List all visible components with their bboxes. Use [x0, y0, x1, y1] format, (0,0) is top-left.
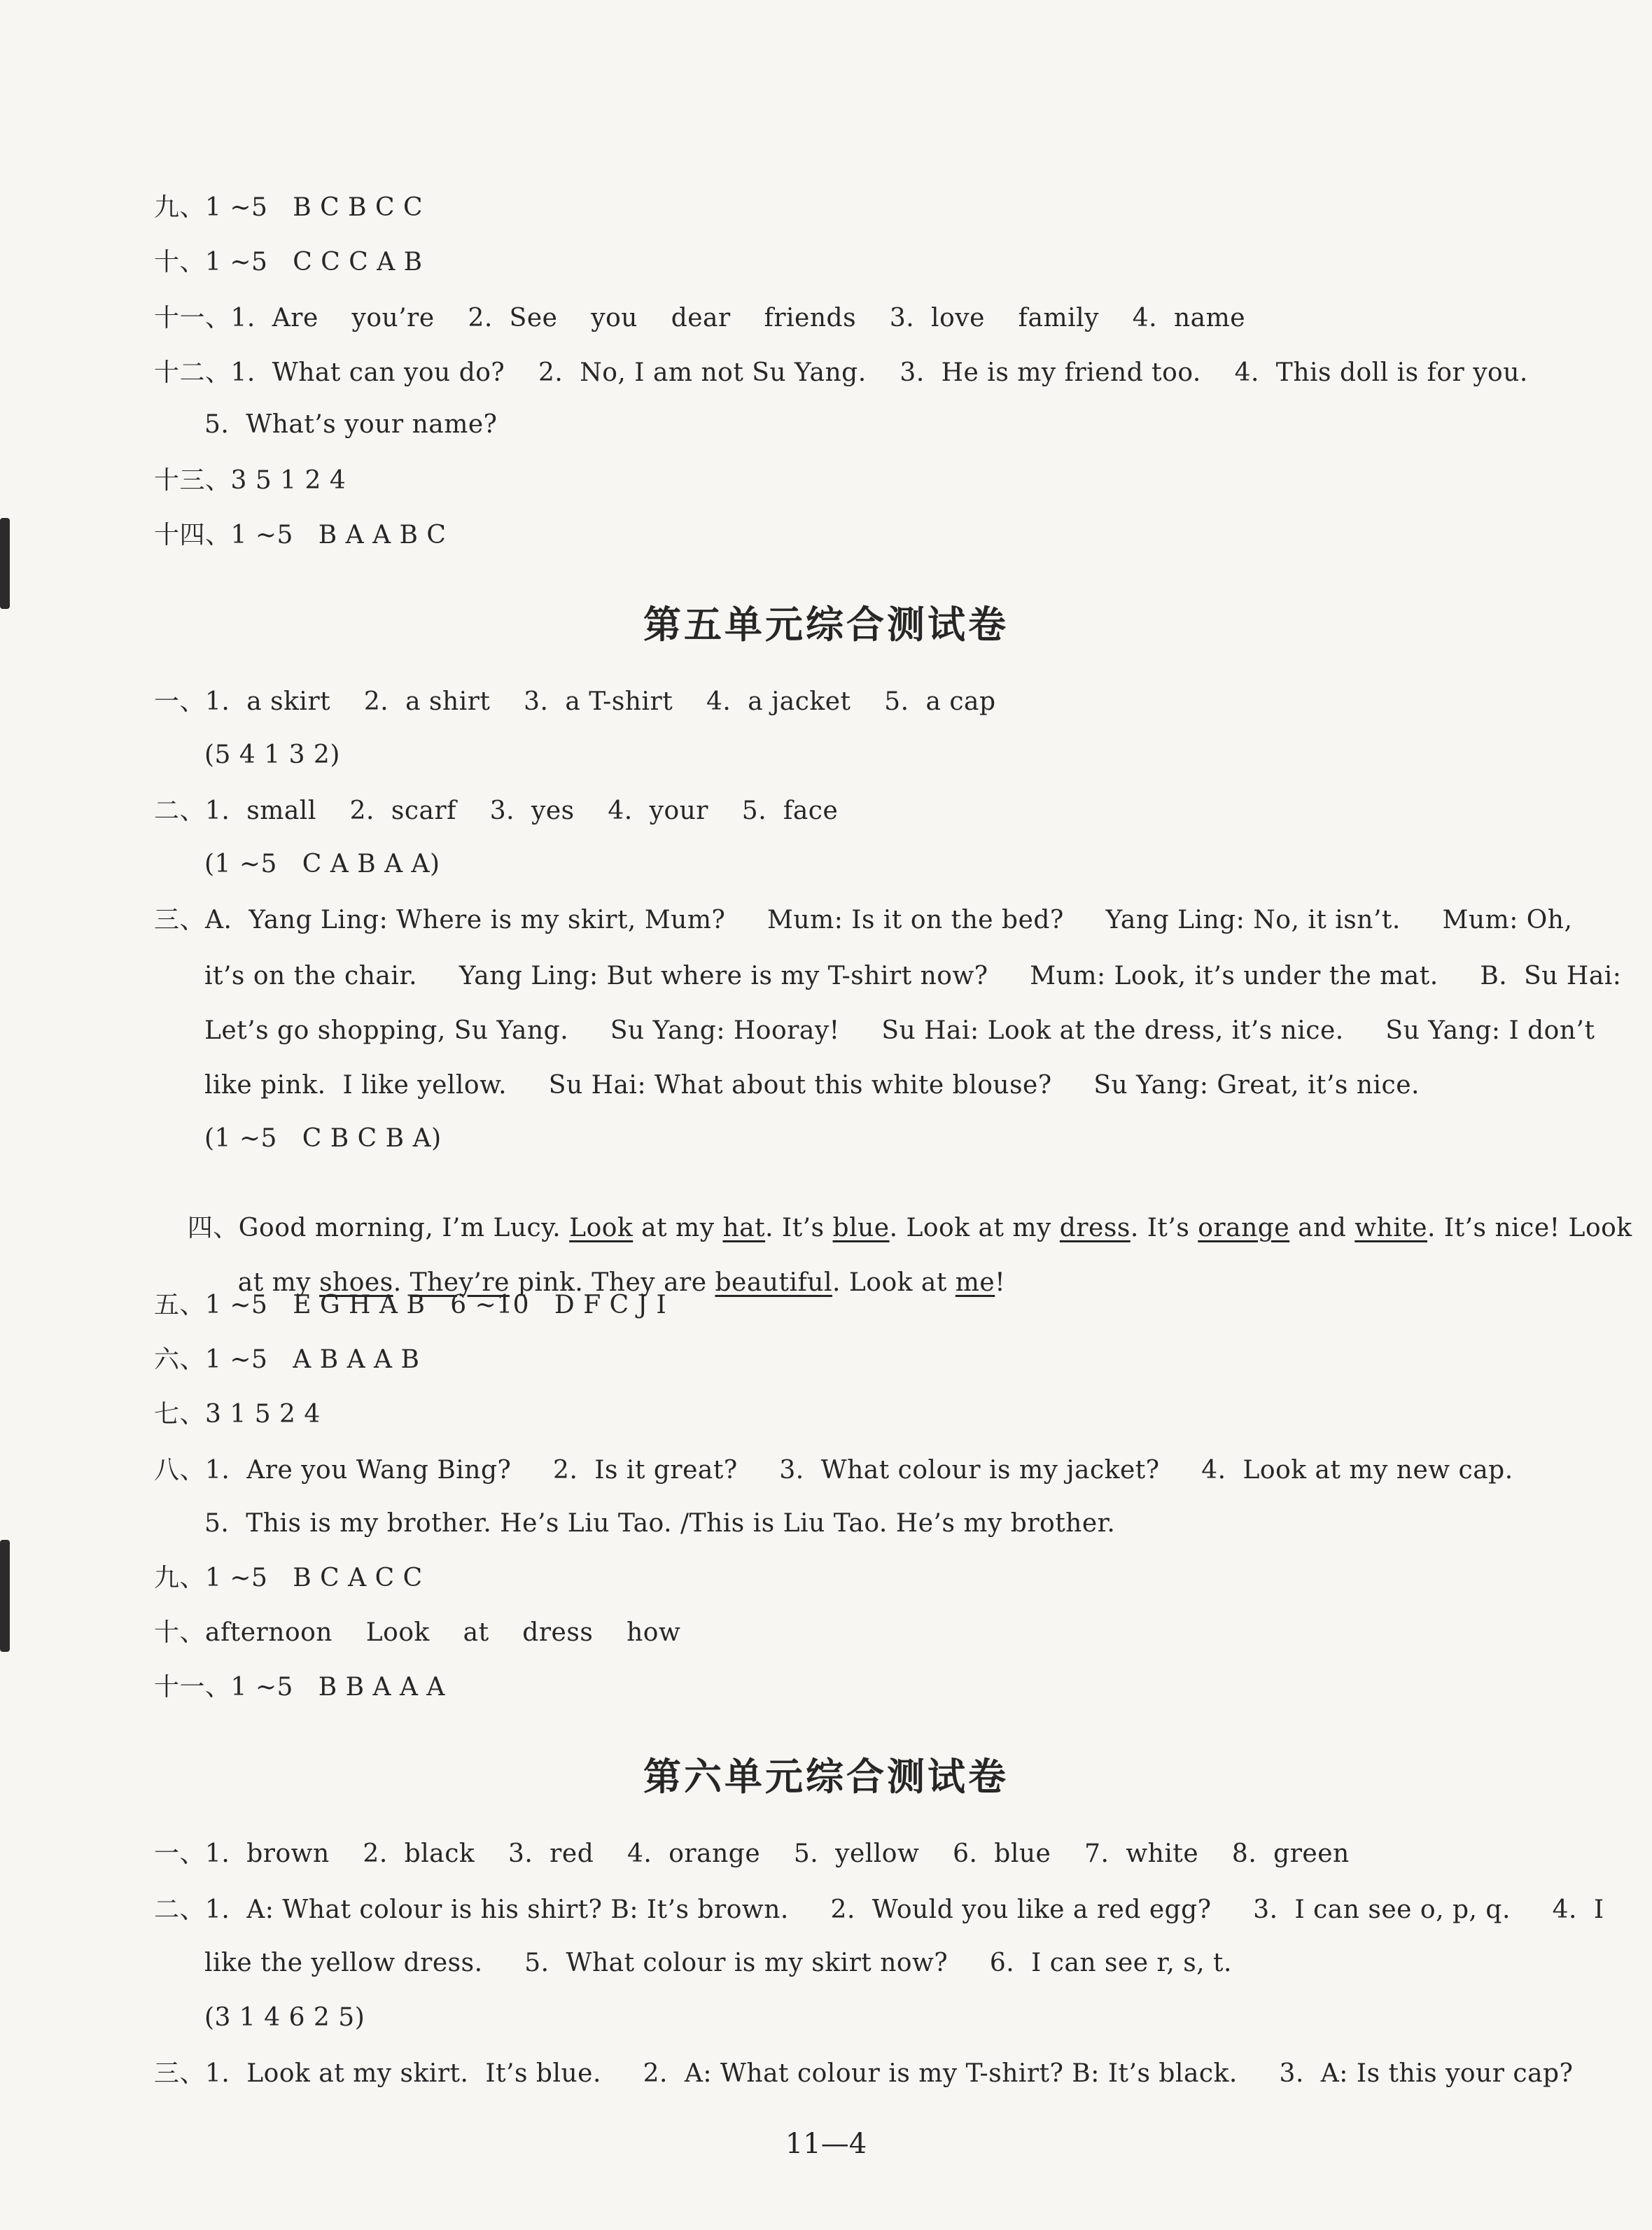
answer-line: like the yellow dress. 5. What colour is my skirt now? 6. I can see r, s, t. [204, 1949, 1232, 1977]
answer-line: 十四、1 ~5 B A A B C [154, 521, 447, 549]
answer-line: 八、1. Are you Wang Bing? 2. Is it great? 3. What colour is my jacket? 4. Look at my new cap. [154, 1456, 1513, 1485]
answer-line: (5 4 1 3 2) [204, 741, 340, 769]
text: at my [633, 1214, 723, 1242]
unit6-title: 第六单元综合测试卷 [643, 1754, 1009, 1799]
answer-line: 七、3 1 5 2 4 [154, 1400, 321, 1429]
answer-line: 十、1 ~5 C C C A B [154, 248, 423, 276]
answer-line: 十三、3 5 1 2 4 [154, 466, 346, 495]
answer-line: 十一、1 ~5 B B A A A [154, 1673, 445, 1702]
answer-line: 九、1 ~5 B C A C C [154, 1564, 423, 1592]
answer-line: 十一、1. Are you’re 2. See you dear friends 3. love family 4. name [154, 304, 1246, 332]
filled-blank: blue [832, 1214, 890, 1242]
scan-edge-mark [0, 1540, 10, 1652]
answer-line: it’s on the chair. Yang Ling: But where is my T-shirt now? Mum: Look, it’s under the mat. B. Su Hai: [204, 962, 1622, 990]
text: ! [995, 1268, 1006, 1297]
answer-line: 5. This is my brother. He’s Liu Tao. /This is Liu Tao. He’s my brother. [204, 1509, 1116, 1538]
text: . Look at [832, 1268, 955, 1297]
answer-line: Let’s go shopping, Su Yang. Su Yang: Hooray! Su Hai: Look at the dress, it’s nice. Su Yang: I don’t [204, 1016, 1595, 1045]
answer-line: 二、1. A: What colour is his shirt? B: It’s brown. 2. Would you like a red egg? 3. I can see o, p, q. 4. I [154, 1895, 1604, 1924]
text: . It’s [765, 1214, 833, 1242]
filled-blank: shoes [319, 1268, 393, 1297]
unit5-title: 第五单元综合测试卷 [643, 602, 1009, 647]
answer-line: 三、A. Yang Ling: Where is my skirt, Mum? Mum: Is it on the bed? Yang Ling: No, it isn’t. Mum: Oh, [154, 906, 1573, 934]
text: . Look at my [889, 1214, 1060, 1242]
filled-blank: beautiful [715, 1268, 832, 1297]
answer-line: (1 ~5 C B C B A) [204, 1124, 442, 1153]
answer-line: like pink. I like yellow. Su Hai: What about this white blouse? Su Yang: Great, it’s nice. [204, 1071, 1420, 1100]
text: . It’s nice! Look [1427, 1214, 1632, 1242]
filled-blank: dress [1059, 1214, 1130, 1242]
filled-blank: me [955, 1268, 995, 1297]
answer-line: 一、1. brown 2. black 3. red 4. orange 5. yellow 6. blue 7. white 8. green [154, 1839, 1350, 1868]
answer-line: 十二、1. What can you do? 2. No, I am not Su Yang. 3. He is my friend too. 4. This doll is for you. [154, 358, 1528, 387]
text: . [393, 1268, 410, 1297]
text: and [1289, 1214, 1355, 1242]
answer-line: 九、1 ~5 B C B C C [154, 193, 424, 222]
answer-line: 一、1. a skirt 2. a shirt 3. a T-shirt 4. a jacket 5. a cap [154, 687, 996, 716]
text: . It’s [1130, 1214, 1198, 1242]
page-number: 11—4 [785, 2128, 867, 2160]
answer-line: 十、afternoon Look at dress how [154, 1618, 681, 1647]
answer-line: (3 1 4 6 2 5) [204, 2003, 365, 2032]
answer-line: (1 ~5 C A B A A) [204, 850, 440, 878]
filled-blank: orange [1198, 1214, 1290, 1242]
filled-blank: Look [569, 1214, 634, 1242]
answer-line: 三、1. Look at my skirt. It’s blue. 2. A: What colour is my T-shirt? B: It’s black. 3. A: Is this your cap? [154, 2059, 1574, 2088]
filled-blank: hat [722, 1214, 766, 1242]
text: pink. They are [509, 1268, 715, 1297]
answer-line: 五、1 ~5 E G H A B 6 ~10 D F C J I [154, 1291, 667, 1319]
answer-line: 六、1 ~5 A B A A B [154, 1345, 420, 1374]
answer-line: 5. What’s your name? [204, 410, 498, 439]
text: at my [237, 1268, 320, 1297]
filled-blank: white [1354, 1214, 1428, 1242]
filled-blank: They’re [410, 1268, 510, 1297]
text: 四、Good morning, I’m Lucy. [187, 1214, 570, 1242]
answer-line: 二、1. small 2. scarf 3. yes 4. your 5. face [154, 797, 839, 825]
